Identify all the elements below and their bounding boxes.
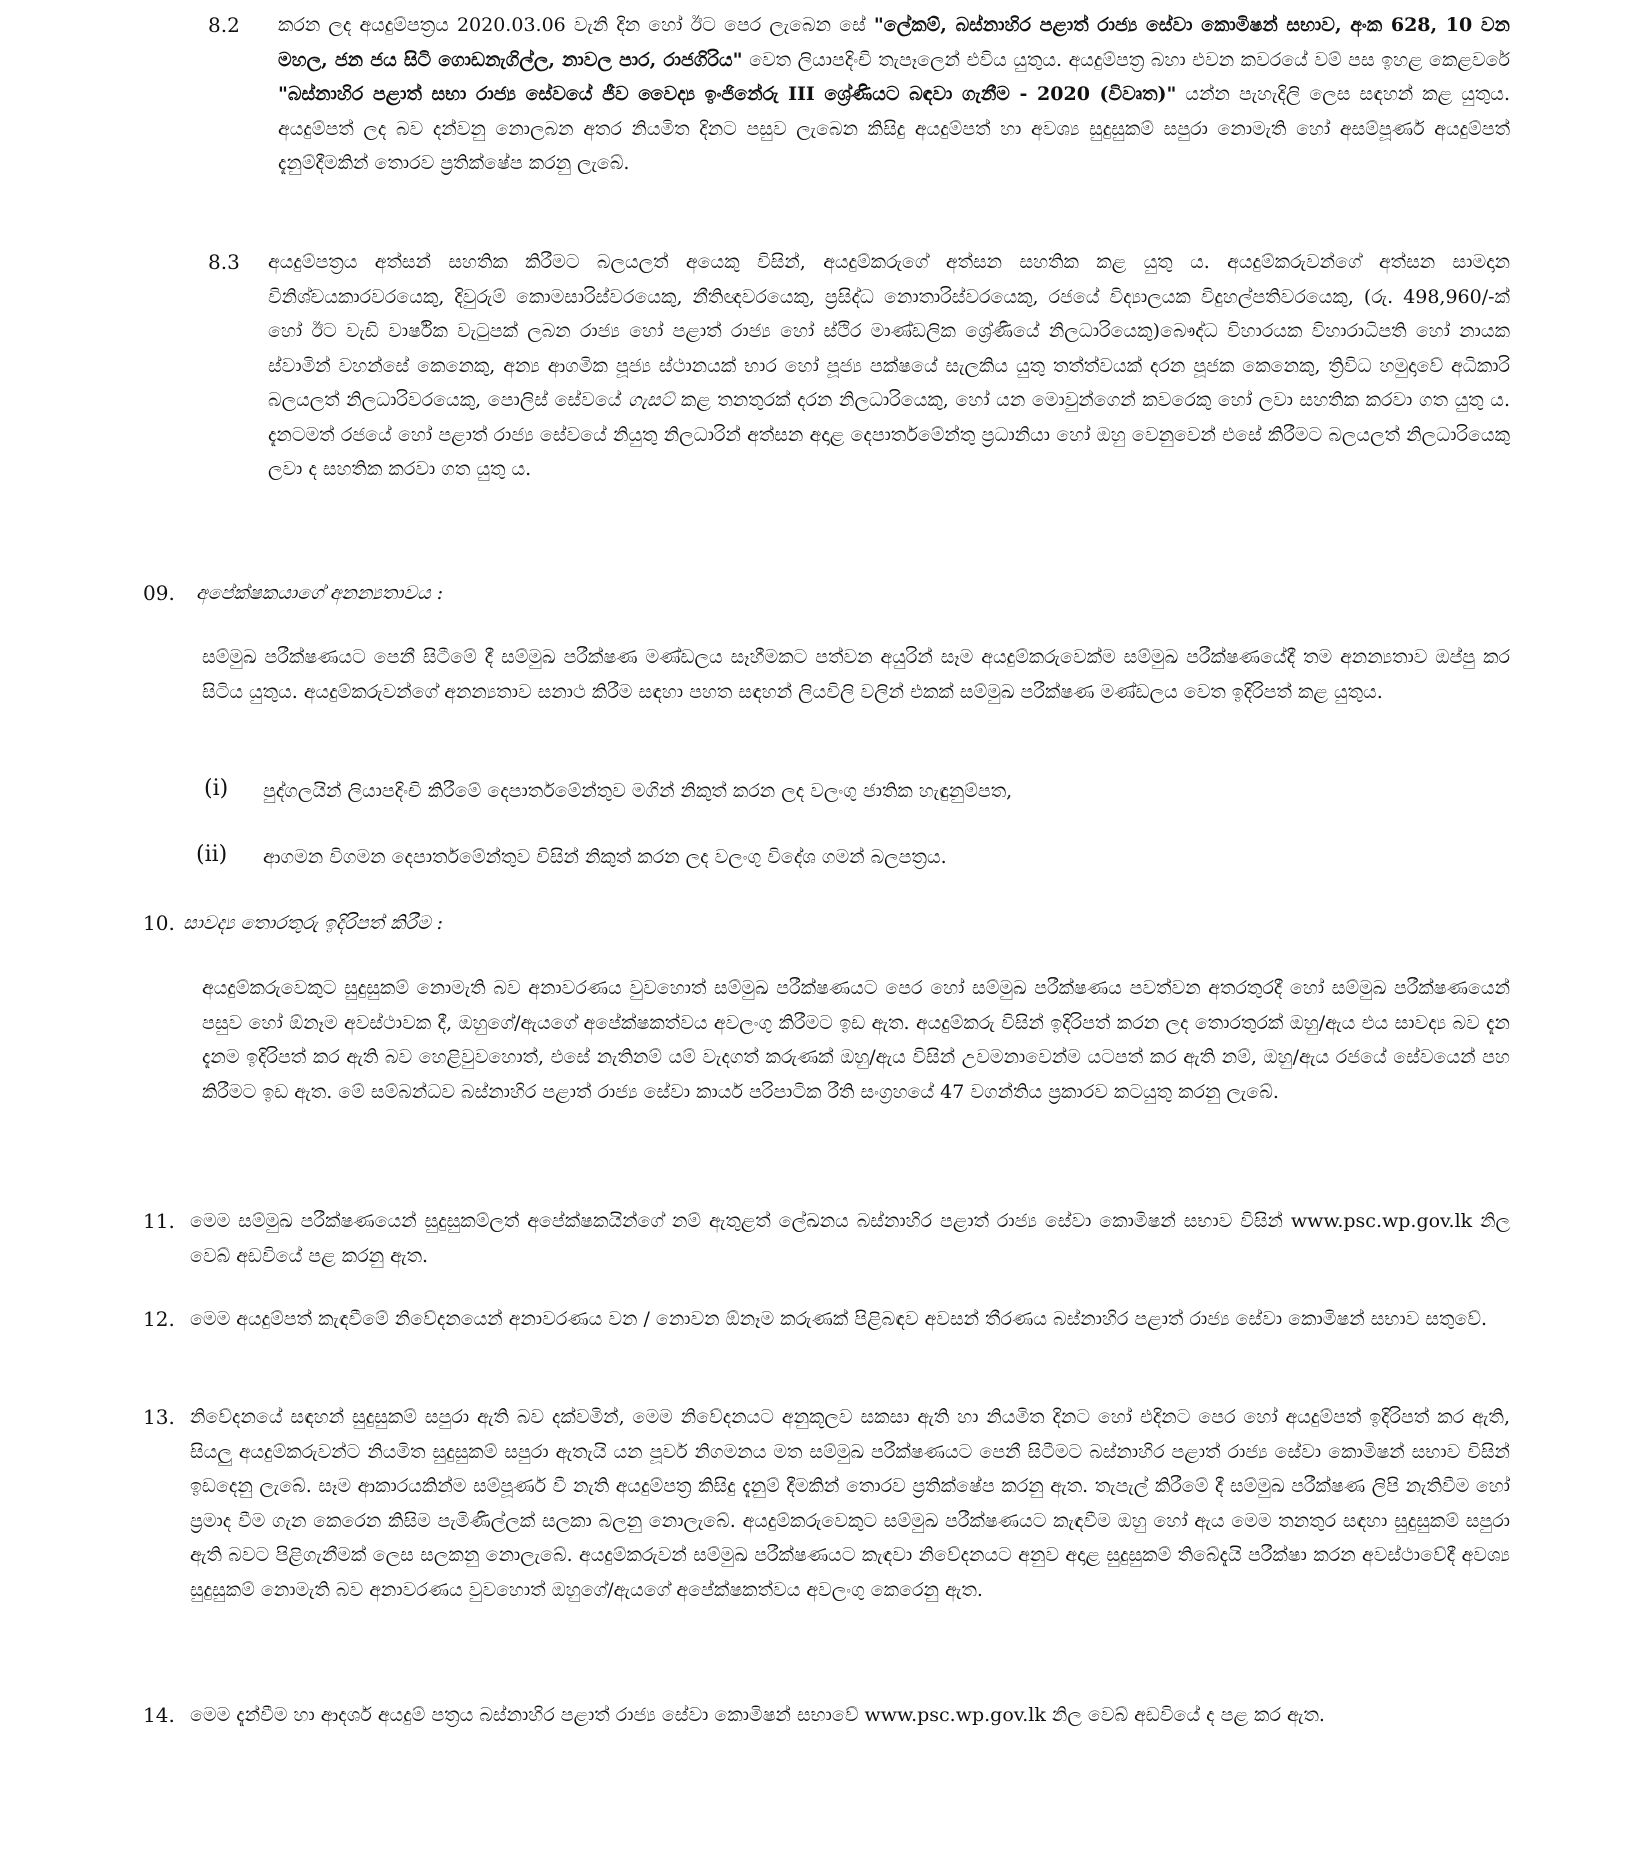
section-11-paragraph: මෙම සම්මුඛ පරීක්ෂණයෙන් සුදුසුකම්ලත් අපේක්ෂකයින්ගේ නම් ඇතුළත් ලේඛනය බස්නාහිර පළාත් රාජ්‍ය සේවා කොමිෂන් සභාව විසින් www.psc.wp.gov.lk නිල වෙබ් අඩවියේ පළ කරනු ඇත. (190, 1210, 1510, 1267)
section-14-paragraph: මෙම දැන්වීම හා ආදර්ශ අයදුම් පත්‍රය බස්නාහිර පළාත් රාජ්‍ය සේවා කොමිෂන් සභාවේ www.psc.wp.gov.lk නිල වෙබ් අඩවියේ ද පළ කර ඇත. (190, 1704, 1325, 1726)
section-13-paragraph: නිවේදනයේ සඳහන් සුදුසුකම් සපුරා ඇති බව දක්වමින්, මෙම නිවේදනයට අනුකූලව සකසා ඇති හා නියමිත දිනට හෝ එදිනට පෙර හෝ අයදුම්පත් ඉදිරිපත් කර ඇති, සියලු අයදුම්කරුවන්ට නියමිත සුදුසුකම් සපුරා ඇතැයි යන පූර්ව නිගමනය මත සම්මුඛ පරීක්ෂණයට පෙනී සිටීමට බස්නාහිර පළාත් රාජ්‍ය සේවා කොමිෂන් සභාව විසින් ඉඩදෙනු ලැබේ. සෑම ආකාරයකින්ම සම්පූර්ණ වී නැති අයදුම්පත්‍ර කිසිදු දැනුම් දීමකින් තොරව ප්‍රතික්ෂේප කරනු ඇත. තැපැල් කිරීමේ දී සම්මුඛ පරීක්ෂණ ලිපි නැතිවීම හෝ ප්‍රමාද වීම ගැන කෙරෙන කිසිම පැමිණිල්ලක් සලකා බලනු නොලැබේ. අයදුම්කරුවෙකුට සම්මුඛ පරීක්ෂණයට කැඳවීම ඔහු හෝ ඇය මෙම තනතුර සඳහා සුදුසුකම් සපුරා ඇති බවට පිළිගැනීමක් ලෙස සලකනු නොලැබේ. අයදුම්කරුවන් සම්මුඛ පරීක්ෂණයට කැඳවා නිවේදනයට අනුව අදාළ සුදුසුකම් තිබේදැයි පරීක්ෂා කරන අවස්ථාවේදී අවශ්‍ය සුදුසුකම් නොමැති බව අනාවරණය වුවහොත් ඔහුගේ/ඇයගේ අපේක්ෂකත්වය අවලංගු කෙරෙනු ඇත. (190, 1406, 1510, 1601)
section-number-8-3: 8.3 (208, 250, 240, 274)
section-number-13: 13. (143, 1405, 175, 1429)
section-8-3-paragraph (268, 245, 1510, 487)
section-number-12: 12. (143, 1307, 175, 1331)
list-item-text: ආගමන විගමන දෙපාර්තමේන්තුව විසින් නිකුත් කරන ලද වලංගු විදේශ ගමන් බලපත්‍රය. (263, 846, 947, 868)
section-8-2-text-b: වෙත ලියාපදිංචි තැපෑලෙන් එවිය යුතුය. අයදුම්පත්‍ර බහා එවන කවරයේ වම් පස ඉහළ කෙළවරේ (742, 48, 1511, 71)
section-8-2-text-a: කරන ලද අයදුම්පත්‍රය 2020.03.06 වැනි දින හෝ ඊට පෙර ලැබෙන සේ (278, 14, 874, 36)
section-number-8-2: 8.2 (208, 13, 240, 37)
section-8-3-italic: ගැසට් (628, 389, 675, 411)
section-number-14: 14. (143, 1703, 175, 1727)
section-number-09: 09. (143, 581, 175, 605)
section-10-heading: සාවද්‍ය තොරතුරු ඉදිරිපත් කිරීම : (183, 912, 444, 934)
section-12-paragraph: මෙම අයදුම්පත් කැඳවීමේ නිවේදනයෙන් අනාවරණය වන / නොවන ඕනෑම කරුණක් පිළිබඳව අවසන් තීරණය බස්නාහිර පළාත් රාජ්‍ය සේවා කොමිෂන් සභාව සතුවේ. (190, 1308, 1488, 1330)
section-09-paragraph: සම්මුඛ පරීක්ෂණයට පෙනී සිටීමේ දී සම්මුඛ පරීක්ෂණ මණ්ඩලය සෑහීමකට පත්වන අයුරින් සෑම අයදුම්කරුවෙක්ම සම්මුඛ පරීක්ෂණයේදී තම අනන්‍යතාව ඔප්පු කර සිටිය යුතුය. අයදුම්කරුවන්ගේ අනන්‍යතාව සනාථ කිරීම සඳහා පහත සඳහන් ලියවිලි වලින් එකක් සම්මුඛ පරීක්ෂණ මණ්ඩලය වෙත ඉදිරිපත් කළ යුතුය. (202, 646, 1510, 703)
list-item-number: (ii) (196, 842, 228, 867)
section-8-2-text-c: යන්න පැහැදිලි ලෙස සඳහන් කළ යුතුය. අයදුම්පත් ලද බව දන්වනු නොලබන අතර නියමිත දිනට පසුව ලැබෙන කිසිදු අයදුම්පත් හා අවශ්‍ය සුදුසුකම් සපුරා නොමැති හෝ අසම්පූර්ණ අයදුම්පත් දැනුම්දීමකින් තොරව ප්‍රතික්ෂේප කරනු ලැබේ. (278, 83, 1510, 174)
section-10-paragraph: අයදුම්කරුවෙකුට සුදුසුකම් නොමැති බව අනාවරණය වුවහොත් සම්මුඛ පරීක්ෂණයට පෙර හෝ සම්මුඛ පරීක්ෂණය පවත්වන අතරතුරදී හෝ සම්මුඛ පරීක්ෂණයෙන් පසුව හෝ ඕනෑම අවස්ථාවක දී, ඔහුගේ/ඇයගේ අපේක්ෂකත්වය අවලංගු කිරීමට ඉඩ ඇත. අයදුම්කරු විසින් ඉදිරිපත් කරන ලද තොරතුරක් ඔහු/ඇය එය සාවද්‍ය බව දැන දැනම ඉදිරිපත් කර ඇති බව හෙළිවුවහොත්, එසේ නැතිනම් යම් වැදගත් කරුණක් ඔහු/ඇය විසින් උවමනාවෙන්ම යටපත් කර ඇති නම්, ඔහු/ඇය රජයේ සේවයෙන් පහ කිරීමට ඉඩ ඇත. මේ සම්බන්ධව බස්නාහිර පළාත් රාජ්‍ය සේවා කාර්ය පරිපාටික රීති සංග්‍රහයේ 47 වගන්තිය ප්‍රකාරව කටයුතු කරනු ලැබේ. (202, 977, 1510, 1103)
section-number-10: 10. (143, 911, 175, 935)
section-09-heading: අපේක්ෂකයාගේ අනන්‍යතාවය : (196, 582, 444, 604)
list-item-text: පුද්ගලයින් ලියාපදිංචි කිරීමේ දෙපාර්තමේන්තුව මගින් නිකුත් කරන ලද වලංගු ජාතික හැඳුනුම්පත, (263, 780, 1013, 802)
section-8-2-envelope-title: "බස්නාහිර පළාත් සභා රාජ්‍ය සේවයේ ජීව වෛද්‍ය ඉංජිනේරු III ශ්‍රේණියට බඳවා ගැනීම - 2020 (විවෘත)" (278, 83, 1177, 105)
section-8-3-text: අයදුම්පත්‍රය අත්සන් සහතික කිරීමට බලයලත් අයෙකු විසින්, අයදුම්කරුගේ අත්සන සහතික කළ යුතු ය. අයදුම්කරුවන්ගේ අත්සන සාමදාන විනිශ්චයකාරවරයෙකු, දිවුරුම් කොමසාරිස්වරයෙකු, නීතිඥවරයෙකු, ප්‍රසිද්ධ නොතාරිස්වරයෙකු, රජයේ විද්‍යාලයක විදුහල්පතිවරයෙකු, (රු. 498,960/-ක් හෝ ඊට වැඩි වාර්ෂික වැටුපක් ලබන රාජ්‍ය හෝ පළාත් රාජ්‍ය හෝ ස්ථිර මාණ්ඩලික ශ්‍රේණියේ නිලධාරියෙකු)බෞද්ධ විහාරයක විහාරාධිපති හෝ නායක ස්වාමින් වහන්සේ කෙනෙකු, අන්‍ය ආගමික පූජ්‍ය ස්ථානයක් භාර හෝ පූජ්‍ය පක්ෂයේ සැලකිය යුතු තත්ත්වයක් දරන පූජක කෙනෙකු, ත්‍රිවිධ හමුදාවේ අධිකාරි බලයලත් නිලධාරිවරයෙකු, පොලිස් සේවයේ (268, 251, 1510, 411)
section-8-2-address: "ලේකම්, බස්නාහිර පළාත් රාජ්‍ය සේවා කොමිෂන් සභාව, අංක 628, 10 වන මහල, ජන ජය සිටි ගොඩනැගිල්ල, නාවල පාර, රාජගිරිය" (278, 14, 1510, 71)
section-number-11: 11. (143, 1209, 175, 1233)
section-8-2-paragraph (278, 8, 1510, 181)
list-item-number: (i) (204, 776, 229, 801)
section-8-3-text2: කළ තනතුරක් දරන නිලධාරියෙකු, හෝ යන මොවුන්ගෙන් කවරෙකු හෝ ලවා සහතික කරවා ගත යුතු ය. දැනටමත් රජයේ හෝ පළාත් රාජ්‍ය සේවයේ නියුතු නිලධාරින් අත්සන අදාළ දෙපාර්තමේන්තු ප්‍රධානියා හෝ ඔහු වෙනුවෙන් එසේ කිරීමට බලයලත් නිලධාරියෙකු ලවා ද සහතික කරවා ගත යුතු ය. (268, 389, 1510, 480)
